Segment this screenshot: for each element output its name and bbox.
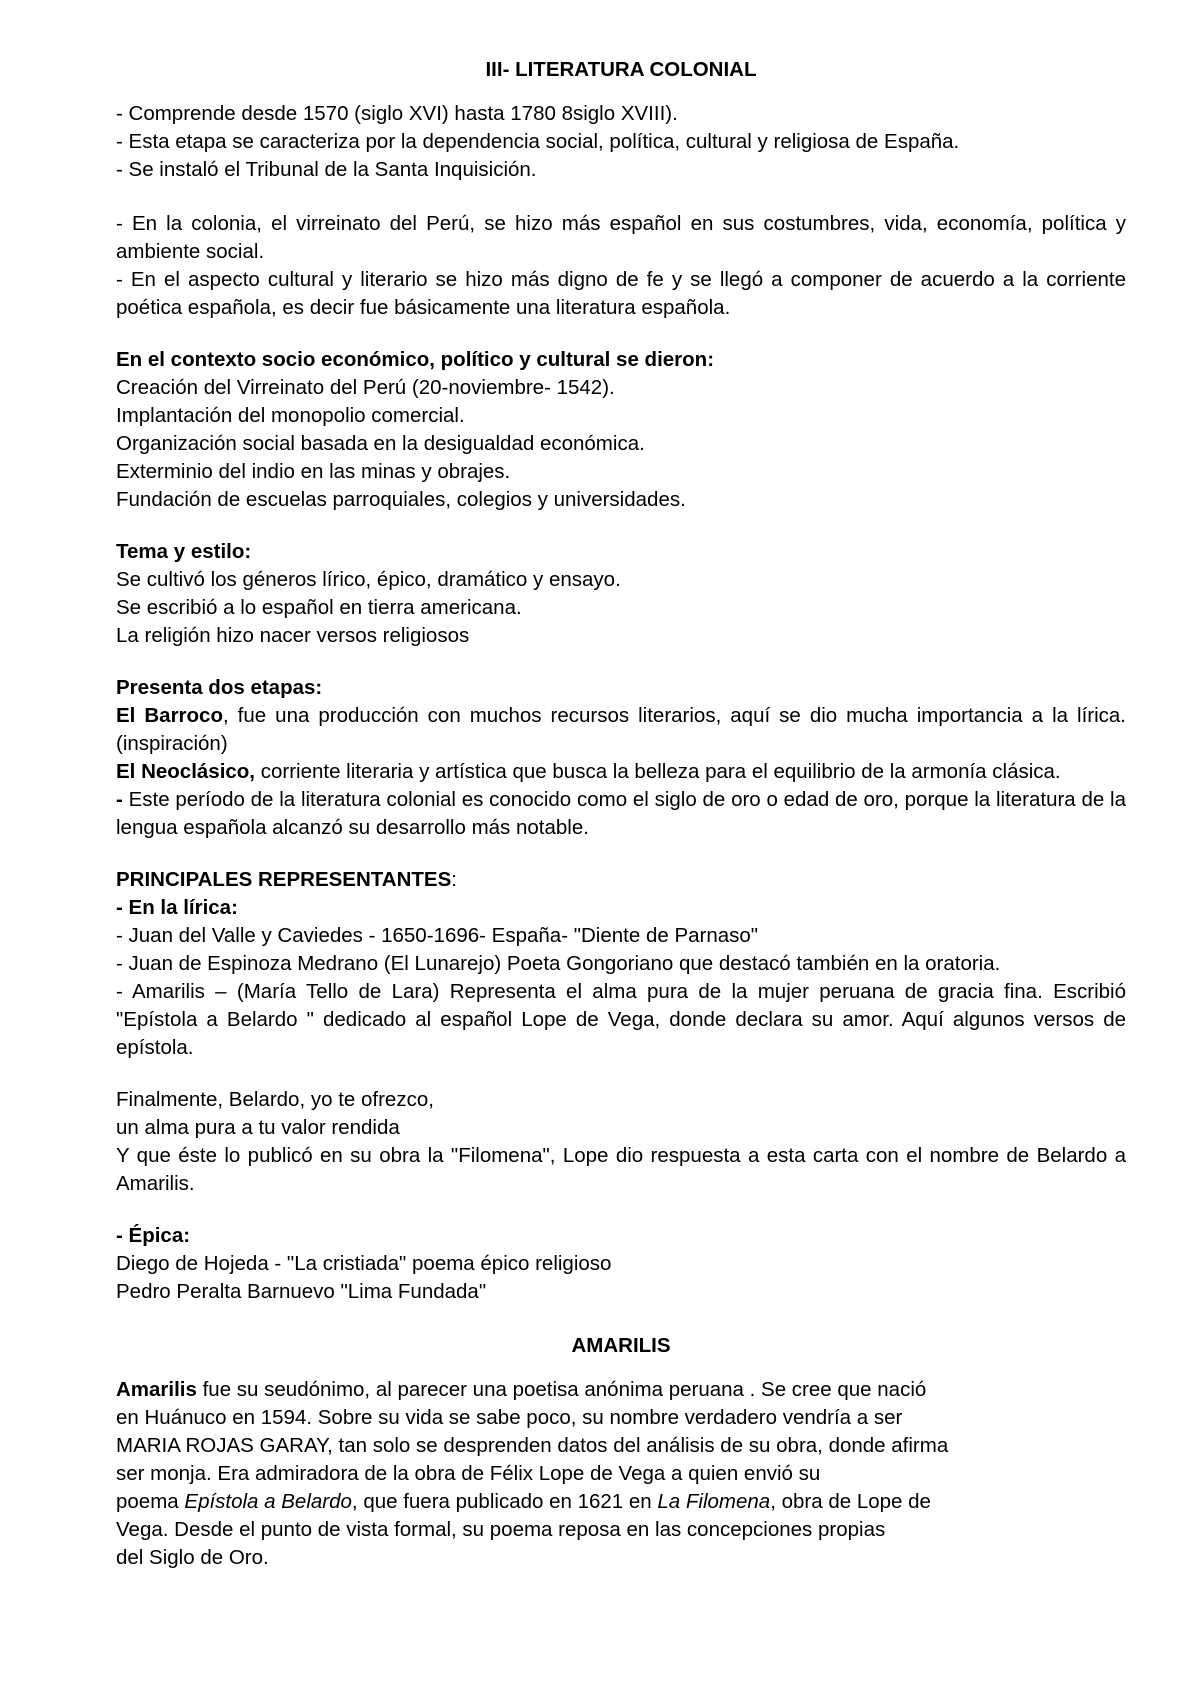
tema-item: Se escribió a lo español en tierra americana. — [116, 596, 522, 619]
etapas-heading: Presenta dos etapas: — [116, 676, 323, 699]
spacer — [116, 1062, 1126, 1086]
bio-line: del Siglo de Oro. — [116, 1546, 269, 1569]
intro-line: - Se instaló el Tribunal de la Santa Inquisición. — [116, 158, 537, 181]
amarilis-bio — [116, 1376, 1101, 1572]
lirica-item: - Juan del Valle y Caviedes - 1650-1696- España- "Diente de Parnaso" — [116, 924, 759, 947]
bio-text: , que fuera publicado en 1621 en — [351, 1490, 658, 1513]
contexto-heading: En el contexto socio económico, político y cultural se dieron: — [116, 348, 715, 371]
spacer — [116, 1306, 1126, 1330]
lirica-item: - Amarilis – (María Tello de Lara) Representa el alma pura de la mujer peruana de gracia fina. Escribió "Epístola a Belardo " dedicado al español Lope de Vega, donde declara su amor. Aquí algunos versos de epístola. — [116, 980, 1126, 1059]
periodo-dash: - — [116, 788, 123, 811]
amarilis-heading: AMARILIS — [571, 1334, 671, 1357]
verse-line: Finalmente, Belardo, yo te ofrezco, — [116, 1088, 434, 1111]
spacer — [116, 184, 1126, 210]
colonia-paragraph: - En la colonia, el virreinato del Perú, se hizo más español en sus costumbres, vida, economía, política y ambiente social. — [116, 212, 1126, 263]
bio-text: fue su seudónimo, al parecer una poetisa anónima peruana . Se cree que nació — [196, 1378, 927, 1401]
bio-line: ser monja. Era admiradora de la obra de Félix Lope de Vega a quien envió su — [116, 1462, 821, 1485]
lirica-heading: - En la lírica: — [116, 896, 238, 919]
spacer — [116, 1198, 1126, 1222]
contexto-item: Organización social basada en la desigualdad económica. — [116, 432, 645, 455]
page-title: III- LITERATURA COLONIAL — [485, 58, 757, 81]
intro-line: - Esta etapa se caracteriza por la dependencia social, política, cultural y religiosa de España. — [116, 130, 960, 153]
verses-note: Y que éste lo publicó en su obra la "Filomena", Lope dio respuesta a esta carta con el nombre de Belardo a Amarilis. — [116, 1144, 1126, 1195]
bio-text: poema — [116, 1490, 185, 1513]
epica-item: Diego de Hojeda - "La cristiada" poema épico religioso — [116, 1252, 612, 1275]
contexto-item: Creación del Virreinato del Perú (20-noviembre- 1542). — [116, 376, 615, 399]
tema-heading: Tema y estilo: — [116, 540, 252, 563]
representantes-heading-line — [116, 866, 1126, 894]
work-title: Epístola a Belardo — [184, 1490, 352, 1513]
intro-line: - Comprende desde 1570 (siglo XVI) hasta 1780 8siglo XVIII). — [116, 102, 678, 125]
spacer — [116, 514, 1126, 538]
periodo-text: Este período de la literatura colonial es conocido como el siglo de oro o edad de oro, porque la literatura de la lengua española alcanzó su desarrollo más notable. — [116, 788, 1126, 839]
lirica-item: - Juan de Espinoza Medrano (El Lunarejo) Poeta Gongoriano que destacó también en la oratoria. — [116, 952, 1001, 975]
bio-line: en Huánuco en 1594. Sobre su vida se sabe poco, su nombre verdadero vendría a ser — [116, 1406, 903, 1429]
contexto-item: Implantación del monopolio comercial. — [116, 404, 465, 427]
bio-line: MARIA ROJAS GARAY, tan solo se desprenden datos del análisis de su obra, donde afirma — [116, 1434, 949, 1457]
document-page — [116, 56, 1126, 1572]
epica-heading: - Épica: — [116, 1224, 191, 1247]
bio-line — [116, 1488, 1101, 1516]
bio-line: Vega. Desde el punto de vista formal, su poema reposa en las concepciones propias — [116, 1518, 886, 1541]
neoclasico-label: El Neoclásico, — [116, 760, 256, 783]
representantes-heading: PRINCIPALES REPRESENTANTES — [116, 868, 452, 891]
neoclasico-text: corriente literaria y artística que busca la belleza para el equilibrio de la armonía clásica. — [255, 760, 1061, 783]
barroco-label: El Barroco — [116, 704, 223, 727]
spacer — [116, 842, 1126, 866]
spacer — [116, 322, 1126, 346]
contexto-item: Fundación de escuelas parroquiales, colegios y universidades. — [116, 488, 686, 511]
colonia-paragraph: - En el aspecto cultural y literario se hizo más digno de fe y se llegó a componer de acuerdo a la corriente poética española, es decir fue básicamente una literatura española. — [116, 268, 1126, 319]
tema-item: La religión hizo nacer versos religiosos — [116, 624, 470, 647]
bio-text: , obra de Lope de — [770, 1490, 931, 1513]
barroco-text: , fue una producción con muchos recursos literarios, aquí se dio mucha importancia a la lírica. (inspiración) — [116, 704, 1127, 755]
amarilis-name: Amarilis — [116, 1378, 197, 1401]
neoclasico-paragraph — [116, 758, 1126, 786]
tema-item: Se cultivó los géneros lírico, épico, dramático y ensayo. — [116, 568, 621, 591]
bio-line — [116, 1376, 1101, 1404]
barroco-paragraph — [116, 702, 1126, 758]
verse-line: un alma pura a tu valor rendida — [116, 1116, 400, 1139]
representantes-colon: : — [451, 868, 457, 891]
periodo-paragraph — [116, 786, 1126, 842]
contexto-item: Exterminio del indio en las minas y obrajes. — [116, 460, 511, 483]
book-title: La Filomena — [657, 1490, 771, 1513]
spacer — [116, 650, 1126, 674]
epica-item: Pedro Peralta Barnuevo "Lima Fundada" — [116, 1280, 487, 1303]
